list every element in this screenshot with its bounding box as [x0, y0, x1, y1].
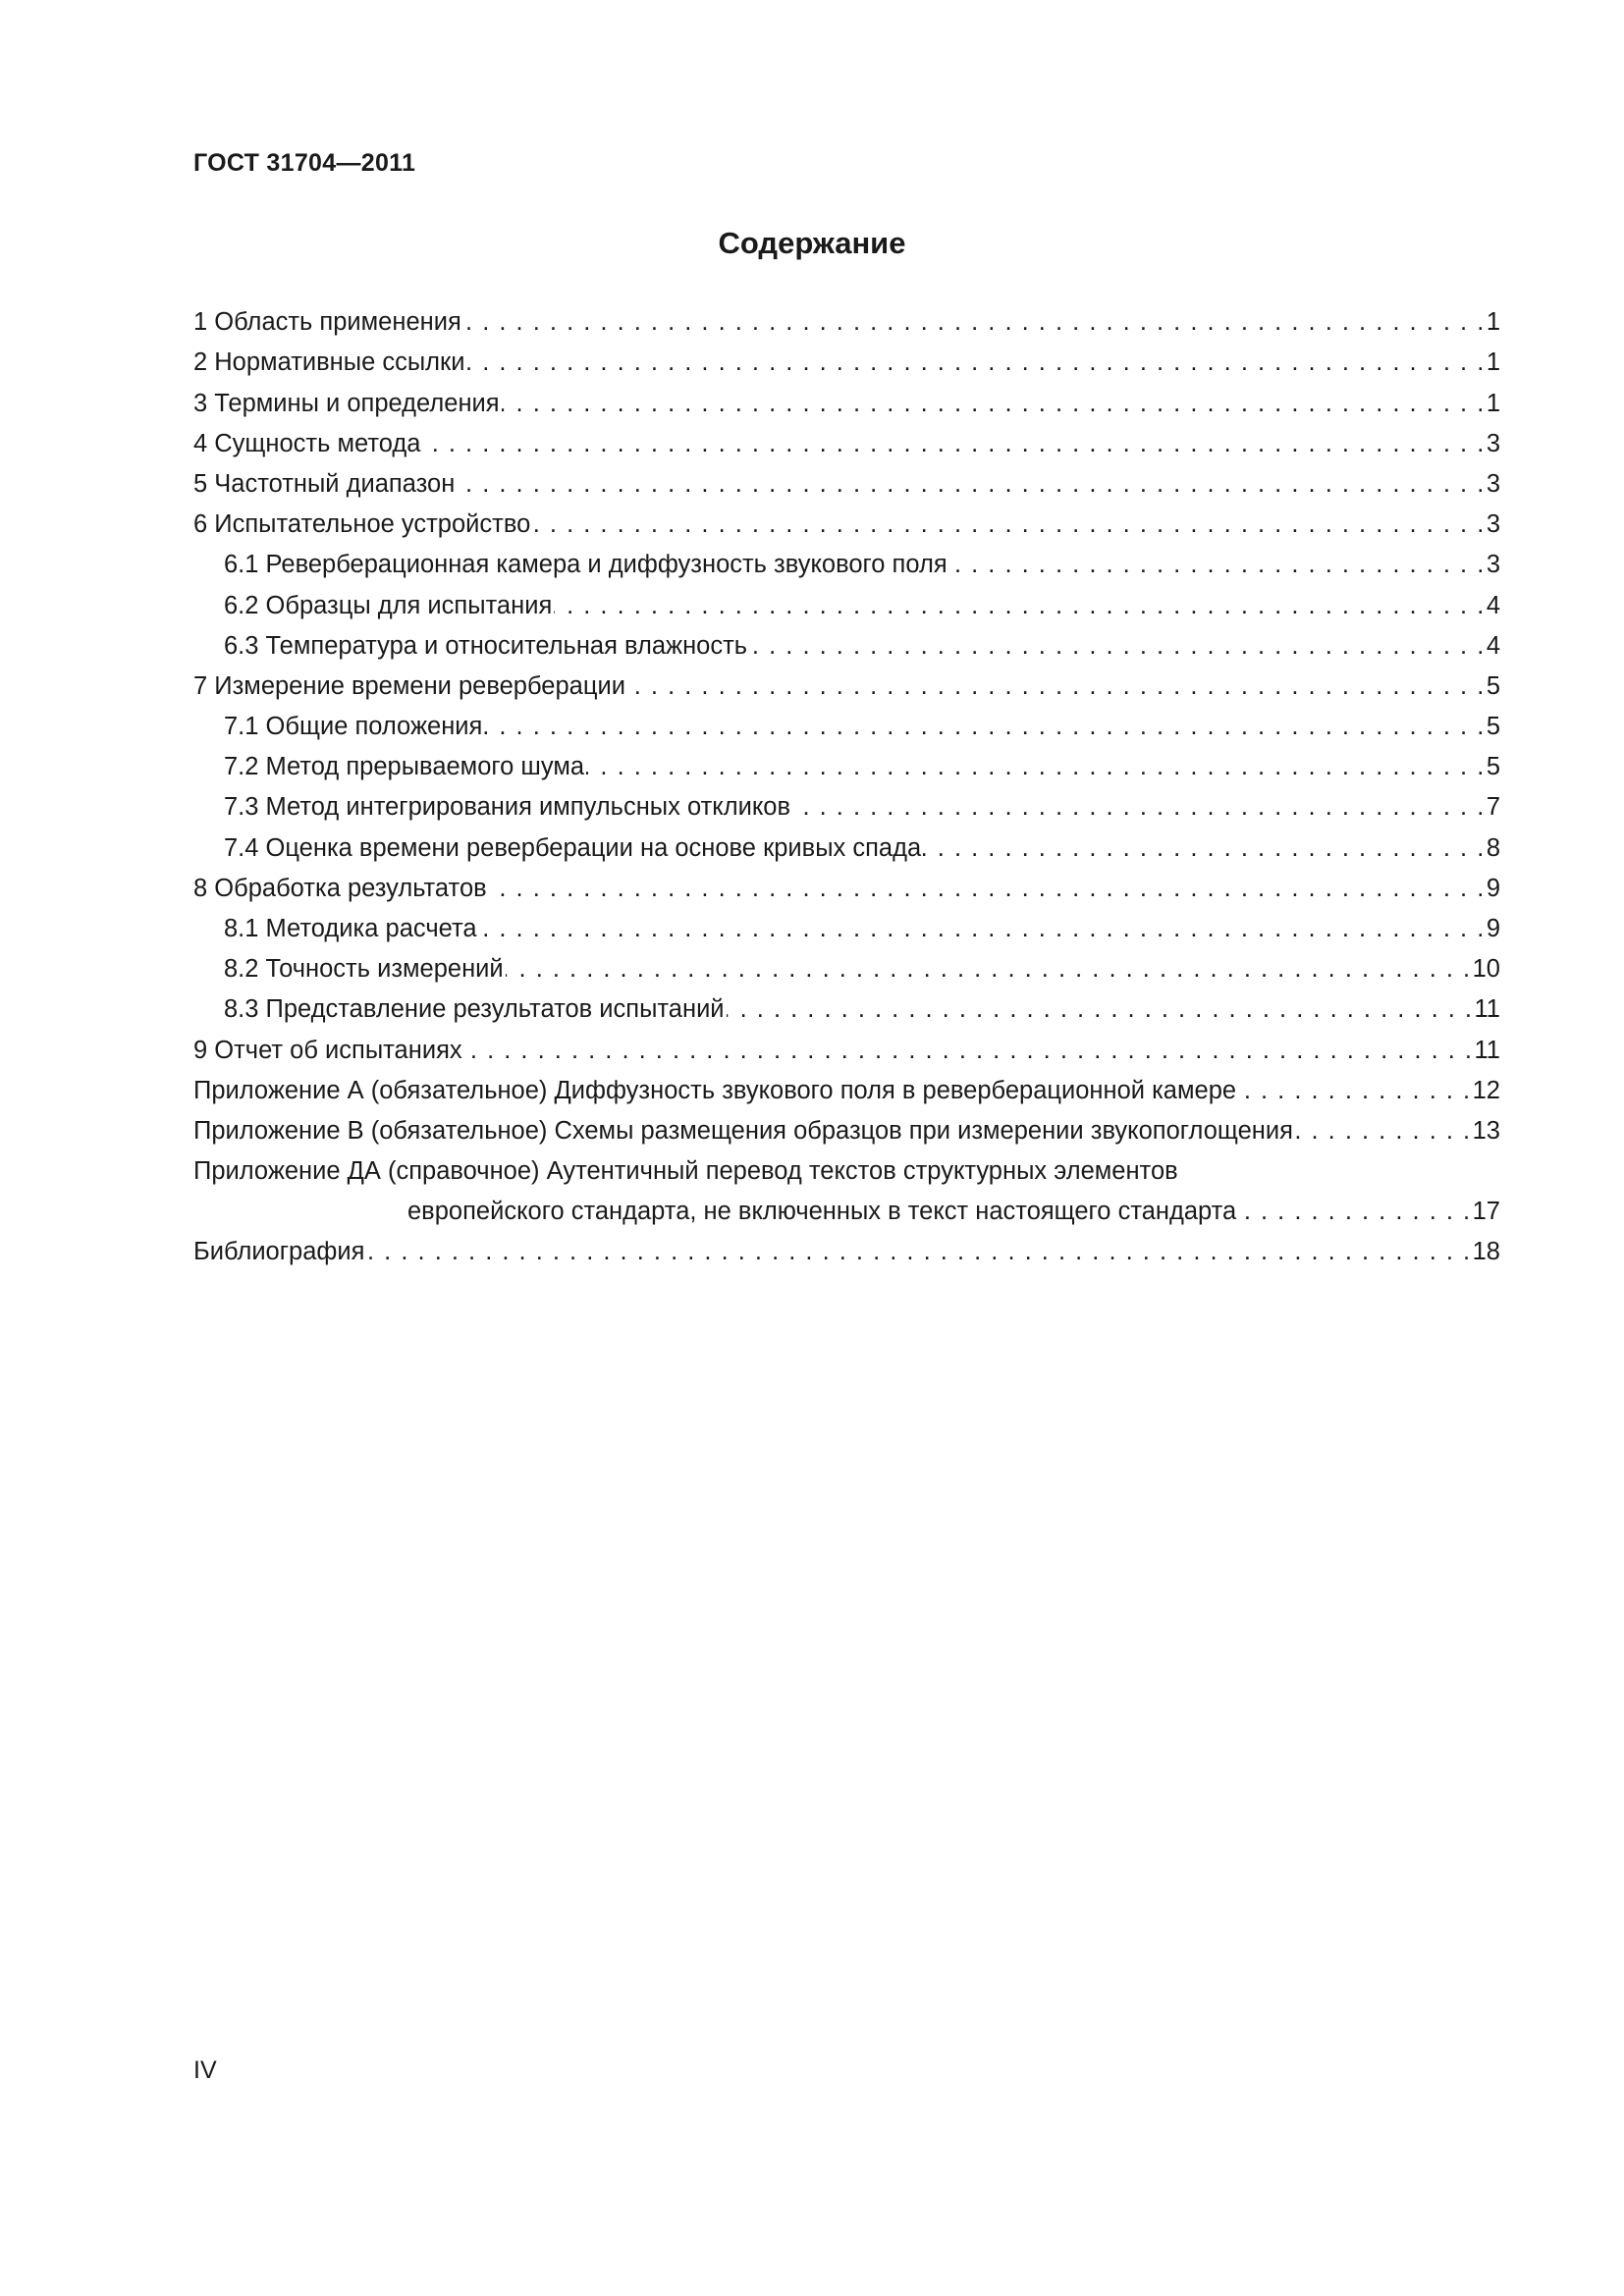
leader-dots: [532, 509, 1486, 539]
toc-entry-label: 8 Обработка результатов: [193, 874, 487, 902]
toc-entry-label: 7.1 Общие положения: [224, 713, 483, 741]
toc-entry-page: 17: [1472, 1197, 1500, 1225]
toc-entry-label: 6.2 Образцы для испытания: [224, 591, 553, 619]
leader-dots: [422, 429, 1485, 458]
leader-dots: [464, 1036, 1474, 1065]
toc-entry-page: 5: [1486, 671, 1500, 700]
toc-entry-page: 11: [1474, 995, 1500, 1024]
leader-dots: [484, 712, 1485, 741]
toc-subentry[interactable]: [193, 984, 1500, 1024]
toc-entry-label: 8.2 Точность измерений: [224, 955, 504, 984]
toc-entry[interactable]: [193, 337, 1500, 377]
toc-entry[interactable]: [193, 1024, 1500, 1064]
toc-entry[interactable]: [193, 499, 1500, 539]
page-number: IV: [193, 2056, 217, 2084]
toc-entry-page: 3: [1486, 551, 1500, 579]
toc-entry-label: 6.3 Температура и относительная влажность: [224, 631, 748, 660]
toc-entry-label: 8.1 Методика расчета: [224, 915, 477, 942]
leader-dots: [489, 874, 1486, 903]
toc-entry-page: 18: [1472, 1238, 1500, 1266]
toc-entry-label: 6.1 Реверберационная камера и диффузность звукового поля: [224, 551, 947, 579]
leader-dots: [502, 389, 1486, 418]
toc-entry-label: 7 Измерение времени реверберации: [193, 671, 625, 700]
toc-appendix-da-entry[interactable]: [193, 1146, 1500, 1226]
toc-entry-page: 10: [1472, 955, 1500, 984]
toc-entry-page: 9: [1486, 874, 1500, 902]
leader-dots: [463, 307, 1486, 337]
leader-dots: [1238, 1197, 1471, 1226]
toc-entry[interactable]: [193, 296, 1500, 337]
toc-entry-label: 7.4 Оценка времени реверберации на основе кривых спада: [224, 833, 922, 862]
leader-dots: [586, 752, 1486, 781]
toc-entry-page: 4: [1486, 631, 1500, 660]
toc-entry-page: 1: [1486, 389, 1500, 417]
toc-entry-page: 4: [1486, 591, 1500, 619]
toc-appendix-entry[interactable]: [193, 1065, 1500, 1105]
toc-entry-label: 9 Отчет об испытаниях: [193, 1036, 462, 1064]
toc-entry-page: 3: [1486, 429, 1500, 457]
toc-entry-page: 3: [1486, 469, 1500, 498]
toc-entry-page: 12: [1472, 1076, 1500, 1104]
toc-entry-page: 3: [1486, 510, 1500, 539]
toc-entry-label: 8.3 Представление результатов испытаний: [224, 995, 725, 1024]
leader-dots: [1295, 1116, 1472, 1146]
toc-entry-label: Библиография: [193, 1238, 365, 1266]
leader-dots: [506, 954, 1472, 984]
toc-subentry[interactable]: [193, 579, 1500, 619]
toc-subentry[interactable]: [193, 781, 1500, 822]
leader-dots: [749, 631, 1486, 661]
toc-subentry[interactable]: [193, 741, 1500, 781]
toc-entry-label: 7.2 Метод прерываемого шума: [224, 753, 585, 781]
toc-entry-label: 4 Сущность метода: [193, 429, 421, 457]
document-code: ГОСТ 31704—2011: [193, 149, 416, 177]
toc-subentry[interactable]: [193, 539, 1500, 579]
toc-entry[interactable]: [193, 418, 1500, 458]
leader-dots: [554, 591, 1486, 620]
toc-entry-page: 11: [1474, 1036, 1500, 1064]
toc-entry-page: 5: [1486, 753, 1500, 781]
toc-appendix-entry[interactable]: [193, 1105, 1500, 1146]
toc-entry[interactable]: [193, 377, 1500, 417]
table-of-contents: [193, 296, 1500, 1266]
leader-dots: [727, 994, 1474, 1024]
leader-dots: [479, 914, 1486, 943]
toc-entry-label: 3 Термины и определения: [193, 389, 500, 417]
leader-dots: [923, 833, 1486, 863]
toc-entry[interactable]: [193, 458, 1500, 499]
toc-title: Содержание: [718, 226, 906, 260]
toc-entry-page: 7: [1486, 793, 1500, 822]
toc-entry-page: 5: [1486, 713, 1500, 741]
toc-entry-label-line1: Приложение ДА (справочное) Аутентичный перевод текстов структурных элементов: [193, 1156, 1178, 1185]
toc-entry-label: Приложение А (обязательное) Диффузность звукового поля в реверберационной камере: [193, 1076, 1237, 1104]
leader-dots: [466, 347, 1485, 377]
leader-dots: [366, 1237, 1471, 1266]
leader-dots: [949, 550, 1486, 579]
toc-bibliography-entry[interactable]: [193, 1226, 1500, 1266]
toc-subentry[interactable]: [193, 943, 1500, 984]
toc-entry-page: 13: [1472, 1116, 1500, 1145]
leader-dots: [1238, 1076, 1472, 1105]
leader-dots: [457, 469, 1486, 499]
leader-dots: [627, 671, 1486, 701]
leader-dots: [792, 792, 1486, 822]
toc-entry-label: 6 Испытательное устройство: [193, 510, 531, 539]
toc-entry-label: 2 Нормативные ссылки: [193, 348, 465, 377]
toc-entry[interactable]: [193, 661, 1500, 701]
toc-entry-label: 1 Область применения: [193, 308, 461, 337]
toc-entry[interactable]: [193, 863, 1500, 903]
toc-entry-label: 5 Частотный диапазон: [193, 469, 456, 498]
toc-entry-page: 1: [1486, 348, 1500, 377]
toc-entry-page: 9: [1486, 915, 1500, 942]
toc-entry-page: 1: [1486, 308, 1500, 337]
toc-subentry[interactable]: [193, 620, 1500, 661]
toc-subentry[interactable]: [193, 903, 1500, 943]
toc-subentry[interactable]: [193, 822, 1500, 862]
toc-entry-label: Приложение В (обязательное) Схемы размещения образцов при измерении звукопоглощения: [193, 1116, 1293, 1145]
toc-entry-label: 7.3 Метод интегрирования импульсных откликов: [224, 793, 790, 822]
toc-entry-label-line2: европейского стандарта, не включенных в текст настоящего стандарта: [407, 1197, 1237, 1225]
toc-entry-page: 8: [1486, 833, 1500, 862]
toc-subentry[interactable]: [193, 701, 1500, 741]
